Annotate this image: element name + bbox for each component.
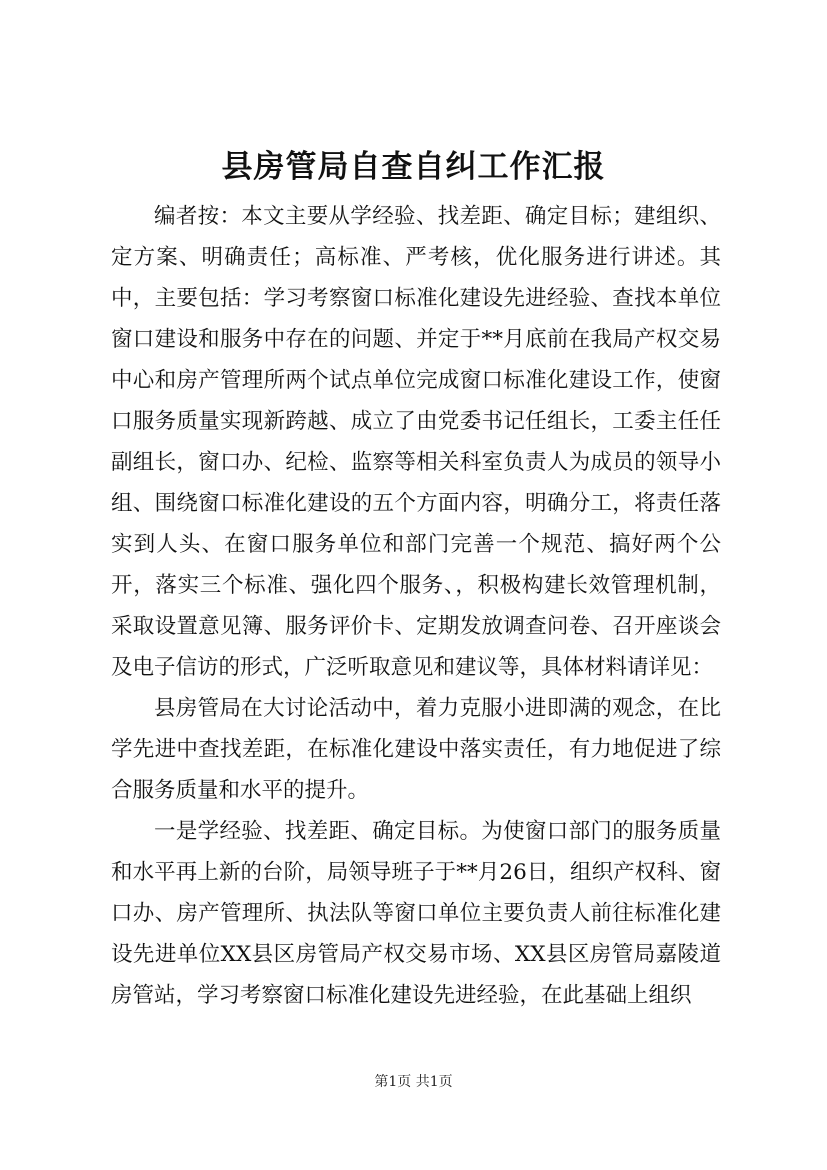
page-footer: 第1页 共1页: [374, 1074, 453, 1090]
document-body: [111, 196, 721, 1016]
paragraph-editor-note: 编者按：本文主要从学经验、找差距、确定目标；建组织、定方案、明确责任；高标准、严考核，优化服务进行讲述。其中，主要包括：学习考察窗口标准化建设先进经验、查找本单位窗口建设和服务中存在的问题、并定于**月底前在我局产权交易中心和房产管理所两个试点单位完成窗口标准化建设工作，使窗口服务质量实现新跨越、成立了由党委书记任组长，工委主任任副组长，窗口办、纪检、监察等相关科室负责人为成员的领导小组、围绕窗口标准化建设的五个方面内容，明确分工，将责任落实到人头、在窗口服务单位和部门完善一个规范、搞好两个公开，落实三个标准、强化四个服务、，积极构建长效管理机制，采取设置意见簿、服务评价卡、定期发放调查问卷、召开座谈会及电子信访的形式，广泛听取意见和建议等，具体材料请详见：: [111, 204, 721, 680]
document-title: 县房管局自查自纠工作汇报: [221, 149, 606, 185]
paragraph-intro: 县房管局在大讨论活动中，着力克服小进即满的观念，在比学先进中查找差距，在标准化建设中落实责任，有力地促进了综合服务质量和水平的提升。: [111, 696, 721, 803]
paragraph-point-one: 一是学经验、找差距、确定目标。为使窗口部门的服务质量和水平再上新的台阶，局领导班子于**月26日，组织产权科、窗口办、房产管理所、执法队等窗口单位主要负责人前往标准化建设先进单位XX县区房管局产权交易市场、XX县区房管局嘉陵道房管站，学习考察窗口标准化建设先进经验，在此基础上组织: [111, 819, 721, 1008]
